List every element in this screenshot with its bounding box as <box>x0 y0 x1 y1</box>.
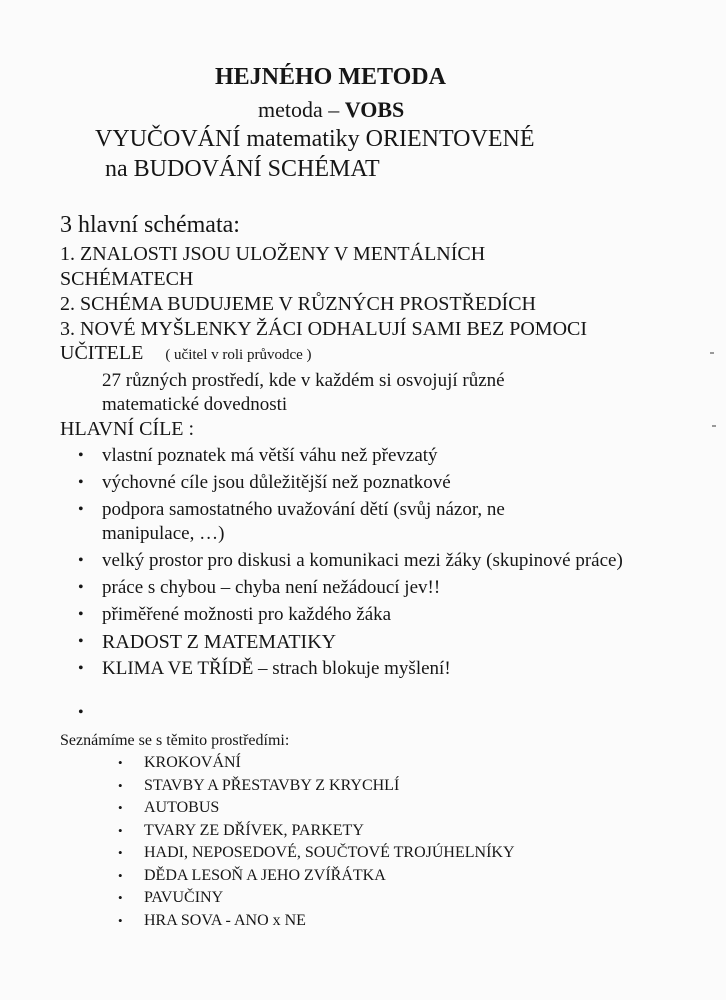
goal-text: podpora samostatného uvažování dětí (svůj názor, ne manipulace, …) <box>102 499 505 544</box>
goal-text: výchovné cíle jsou důležitější než poznatkové <box>102 472 451 493</box>
environment-item <box>118 842 515 865</box>
bullet-icon: • <box>78 633 84 650</box>
bullet-icon: • <box>78 579 84 596</box>
bullet-icon: • <box>118 755 123 770</box>
environment-note-line-1: 27 různých prostředí, kde v každém si osvojují různé <box>102 370 505 391</box>
bullet-icon: • <box>78 606 84 623</box>
goal-item <box>78 444 678 468</box>
environment-item <box>118 775 515 798</box>
bullet-icon: • <box>78 447 84 464</box>
scan-speck <box>712 425 716 427</box>
bullet-icon: • <box>118 912 123 928</box>
environment-text: AUTOBUS <box>144 799 220 816</box>
goal-text: vlastní poznatek má větší váhu než převzatý <box>102 445 438 466</box>
environments-intro: Seznámíme se s těmito prostředími: <box>60 732 290 749</box>
schema-item-3-line-2 <box>60 342 312 365</box>
goal-item <box>78 471 678 495</box>
environment-text: PAVUČINY <box>144 889 224 906</box>
bullet-icon: • <box>118 800 123 815</box>
bullet-icon: • <box>78 552 84 569</box>
goal-item <box>78 498 562 546</box>
environment-text: DĚDA LESOŇ A JEHO ZVÍŘÁTKA <box>144 866 386 884</box>
goal-item <box>78 657 678 681</box>
title-line-2-bold: VOBS <box>344 97 405 122</box>
environment-text: KROKOVÁNÍ <box>144 754 241 771</box>
scan-speck <box>710 352 714 354</box>
goal-text: přiměřené možnosti pro každého žáka <box>102 604 392 625</box>
bullet-icon: • <box>118 867 123 883</box>
schema-item-3-note: ( učitel v roli průvodce ) <box>165 347 312 363</box>
goal-item <box>78 549 662 573</box>
goal-text: velký prostor pro diskusi a komunikaci mezi žáky (skupinové práce) <box>102 550 623 571</box>
schema-item-1-line-2: SCHÉMATECH <box>60 268 194 290</box>
title-line-4: na BUDOVÁNÍ SCHÉMAT <box>105 156 380 182</box>
environment-item <box>118 797 515 820</box>
bullet-icon: • <box>78 474 84 491</box>
environment-note-line-2: matematické dovednosti <box>102 394 288 415</box>
environment-item <box>118 820 515 843</box>
bullet-icon: • <box>118 845 123 860</box>
schema-item-1-line-1: 1. ZNALOSTI JSOU ULOŽENY V MENTÁLNÍCH <box>60 243 486 265</box>
bullet-icon: • <box>78 501 84 518</box>
environment-item <box>118 752 515 775</box>
schemata-heading: 3 hlavní schémata: <box>60 212 240 238</box>
environment-text: TVARY ZE DŘÍVEK, PARKETY <box>144 821 364 839</box>
schema-item-3-word: UČITELE <box>60 342 144 364</box>
environments-list <box>118 752 515 932</box>
bullet-icon: • <box>118 777 123 793</box>
goal-text: RADOST Z MATEMATIKY <box>102 631 337 653</box>
schema-item-3-line-1: 3. NOVÉ MYŠLENKY ŽÁCI ODHALUJÍ SAMI BEZ POMOCI <box>60 318 588 340</box>
goals-list <box>78 444 678 684</box>
bullet-icon: • <box>78 660 84 677</box>
environment-text: HADI, NEPOSEDOVÉ, SOUČTOVÉ TROJÚHELNÍKY <box>144 844 515 861</box>
bullet-icon: • <box>118 822 123 838</box>
goal-item <box>78 630 678 654</box>
goal-item <box>78 576 678 600</box>
schema-item-2: 2. SCHÉMA BUDUJEME V RŮZNÝCH PROSTŘEDÍCH <box>60 293 536 315</box>
environment-item <box>118 865 515 888</box>
title-line-2 <box>258 97 404 123</box>
empty-bullet-icon: • <box>78 704 84 721</box>
title-line-2-prefix: metoda – <box>258 97 345 122</box>
goal-text: práce s chybou – chyba není nežádoucí jev!! <box>102 577 441 598</box>
environment-item <box>118 887 515 910</box>
goals-heading: HLAVNÍ CÍLE : <box>60 418 195 440</box>
title-line-3: VYUČOVÁNÍ matematiky ORIENTOVENÉ <box>95 126 535 152</box>
environment-text: STAVBY A PŘESTAVBY Z KRYCHLÍ <box>144 776 400 794</box>
goal-item <box>78 603 678 627</box>
environment-item <box>118 910 515 933</box>
goal-text: KLIMA VE TŘÍDĚ – strach blokuje myšlení! <box>102 658 451 679</box>
bullet-icon: • <box>118 890 123 905</box>
environment-text: HRA SOVA - ANO x NE <box>144 911 306 929</box>
title-line-1: HEJNÉHO METODA <box>215 64 446 90</box>
